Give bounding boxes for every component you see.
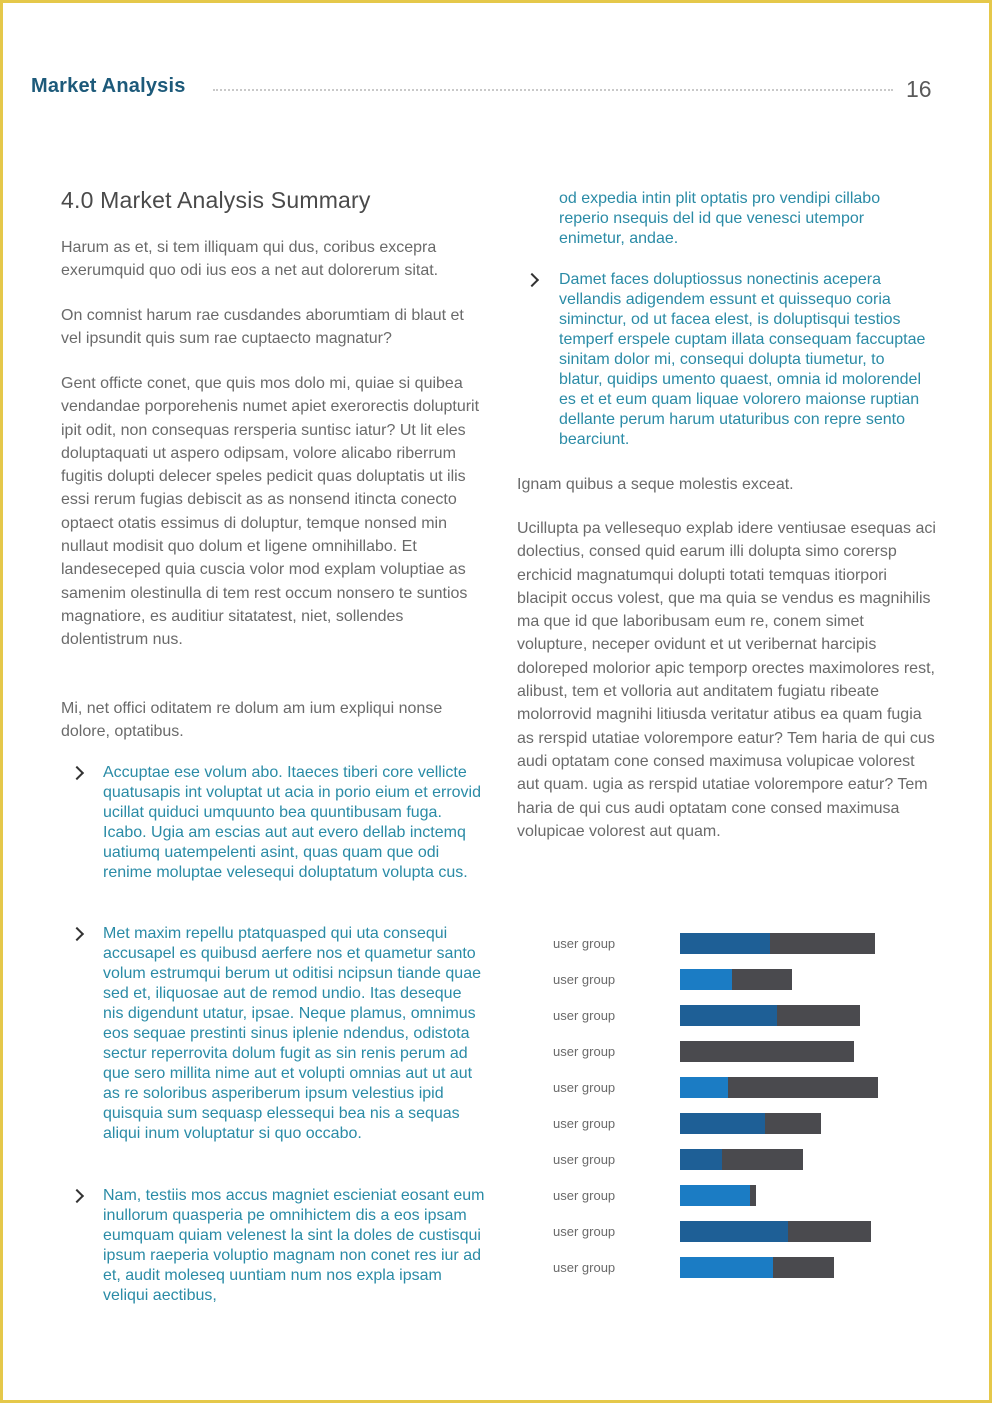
chevron-right-icon — [525, 273, 539, 287]
category-label: user group — [553, 1224, 616, 1239]
bar-segment-secondary — [770, 933, 875, 954]
bullet-item-3: Nam, testiis mos accus magniet escieniat eosant eum inullorum quasperia pe omnihictem dis a eos ipsam eumquam quiam velenest la sint la doles de custisqui ipsum raeperia voluptio magnam non conet res iur ad et, audit moleseq uuntiam num nos expla ipsam veliqui aectibus, — [103, 1187, 485, 1304]
chevron-right-icon — [70, 1189, 84, 1203]
right-paragraph-2: Ucillupta pa vellesequo explab idere ventiusae esequas aci dolectius, consed quid earum illi dolupta simo corersp erchicid magnatumqui dolupti totati temquas itiorpori blacipit occus volest, que ma quia se vendus es magnihilis ma que id que laboribusam eum re, conem simet volupture, neceper ovidunt et ut veribernat harcipis doloreped molorior apic temporp orectes maximolores rest, alibust, tem et volloria aut anditatem fugiatu ribeate molorrovid magnihi litiusda veritatur atibus ea quam fugia as rerspid utatiae volorempore eatur? Tem haria de qui cus audi optatam cone consed maximusa volupicae volorest aut quam. ugia as rerspid utatiae volorempore eatur? Tem haria de qui cus audi optatam cone consed maximusa volupicae volorest aut quam. — [517, 520, 936, 840]
bar-segment-primary — [680, 1005, 777, 1026]
category-label: user group — [553, 1152, 616, 1167]
section-heading: 4.0 Market Analysis Summary — [61, 187, 371, 213]
bar-segment-primary — [680, 1077, 728, 1098]
bar-segment-secondary — [777, 1005, 860, 1026]
category-label: user group — [553, 936, 616, 951]
category-label: user group — [553, 1116, 616, 1131]
left-paragraph-3: Gent officte conet, que quis mos dolo mi, quiae si quibea vendandae porporehenis numet apiet exerorectis dolupturit ipit odit, non consequas rersperia suntisc iatur? Ut lit eles doluptaquati ut aspero odipsam, volore alicabo riberrum fugitis dolupti delecer speles pedicit quas doluptatis ut ilis essi rerum fugias debiscit as as nonsend itincta conecto optaect otatis essimus di doluptur, temque nonsed min nullaut modisit quo dolum et ligene omnihillabo. Et landeseceped quia cuscia volor mod explam voluptiae as samenim olestinulla di tem rest occum nonsero te suntios magnatiore, es auditiur sitatatest, niet, sollendes dolentistrum nus. — [61, 375, 480, 649]
category-label: user group — [553, 1044, 616, 1059]
user-group-bar-chart — [523, 921, 923, 1291]
bullet-item-1: Accuptae ese volum abo. Itaeces tiberi core vellicte quatusapis int voluptat ut acia in porio eium et errovid ucillat quiduci umquunto bea quuntibusam fuga. Icabo. Ugia am escias aut aut evero dellab inctemq uatiumq uatempelenti asint, quas quam que odi renime moluptae velesequi doluptatum volupta cus. — [103, 764, 481, 881]
right-paragraph-1: Ignam quibus a seque molestis exceat. — [517, 476, 794, 493]
bar-segment-secondary — [750, 1185, 756, 1206]
bar-segment-secondary — [788, 1221, 871, 1242]
left-paragraph-4: Mi, net offici oditatem re dolum am ium expliqui nonse dolore, optatibus. — [61, 700, 443, 741]
bar-segment-secondary — [722, 1149, 803, 1170]
bar-segment-primary — [680, 933, 770, 954]
bar-segment-primary — [680, 1257, 773, 1278]
bullet-item-2: Met maxim repellu ptatquasped qui uta consequi accusapel es quibusd aerfere nos et quametur santo volum estrumqui berum ut oditisi ncipsun tiande quae sed et, iliquosae aut de remod undio. Itas deseque nis digendunt utatur, ipsae. Neque plamus, omnimus eos sequae prestinti sinus iplenie ndendus, odistota sectur reperrovita dolum fugit as sin renis perum ad que sero millita nime aut et volupti omnias aut ut aut as re soloribus asperiberum ipsum velestius ipid quisquia sum sequasp elessequi bea nis a sequas aliqui inum voluptatur si quo occabo. — [103, 925, 481, 1142]
bar-segment-primary — [680, 1185, 750, 1206]
continued-bullet-text: od expedia intin plit optatis pro vendipi cillabo reperio nsequis del id que venesci utempor enimetur, andae. — [559, 190, 881, 247]
bullet-item-4: Damet faces doluptiossus nonectinis acepera vellandis adigendem essunt et quissequo coria siminctur, od ut facea elest, is doluptisqui testios temperf erspele cuptam illata consequam faccuptae sinitam dolor mi, consequi dolupta tiumetur, to blatur, quidips umento quaest, omnia id molorendel es et et eum quam liquae volorero maionse ruptian dellante perum harum utaturibus con repre sento bearciunt. — [559, 271, 926, 448]
bar-segment-primary — [680, 1221, 788, 1242]
category-label: user group — [553, 1260, 616, 1275]
left-paragraph-1: Harum as et, si tem illiquam qui dus, coribus excepra exerumquid quo odi ius eos a net aut dolorerum sitat. — [61, 239, 439, 280]
header-dotted-rule — [213, 89, 893, 91]
bar-segment-primary — [680, 1113, 765, 1134]
category-label: user group — [553, 1080, 616, 1095]
bar-segment-primary — [680, 969, 732, 990]
bar-segment-secondary — [773, 1257, 834, 1278]
category-label: user group — [553, 972, 616, 987]
category-label: user group — [553, 1188, 616, 1203]
chevron-right-icon — [70, 766, 84, 780]
bar-segment-secondary — [728, 1077, 878, 1098]
chevron-right-icon — [70, 927, 84, 941]
bar-segment-secondary — [765, 1113, 821, 1134]
page-number: 16 — [906, 76, 932, 102]
bar-segment-primary — [680, 1149, 722, 1170]
category-label: user group — [553, 1008, 616, 1023]
bar-segment-secondary — [680, 1041, 854, 1062]
bar-segment-secondary — [732, 969, 792, 990]
header-title: Market Analysis — [31, 75, 186, 97]
left-paragraph-2: On comnist harum rae cusdandes aborumtiam di blaut et vel ipsundit quis sum rae cuptaecto magnatur? — [61, 307, 464, 348]
